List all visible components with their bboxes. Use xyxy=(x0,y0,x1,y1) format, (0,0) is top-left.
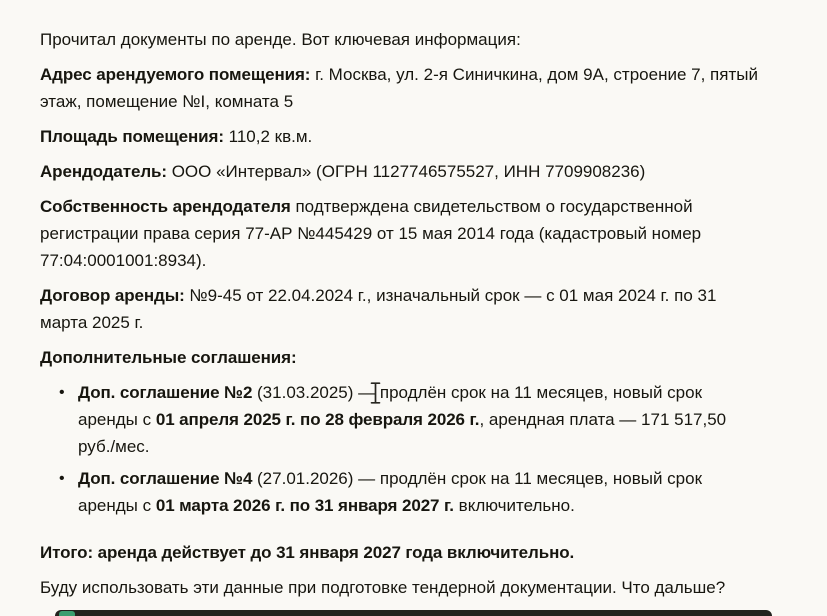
ownership-label: Собственность арендодателя xyxy=(40,197,291,216)
list-item xyxy=(40,379,762,460)
area-label: Площадь помещения: xyxy=(40,127,224,146)
total-paragraph xyxy=(40,539,762,566)
addendum-label: Доп. соглашение №4 xyxy=(78,469,253,488)
closing-paragraph xyxy=(40,574,762,601)
landlord-value: ООО «Интервал» (ОГРН 1127746575527, ИНН 7709908236) xyxy=(166,162,646,181)
intro-paragraph xyxy=(40,26,762,53)
bottom-panel-edge[interactable] xyxy=(55,610,772,616)
ownership-paragraph xyxy=(40,193,762,274)
addendum-text: включительно. xyxy=(453,496,575,515)
bottom-panel-accent-icon xyxy=(59,611,75,616)
area-value: 110,2 кв.м. xyxy=(223,127,313,146)
address-label: Адрес арендуемого помещения: xyxy=(40,65,311,84)
lease-paragraph xyxy=(40,282,762,336)
intro-text: Прочитал документы по аренде. Вот ключевая информация: xyxy=(40,30,521,49)
lease-label: Договор аренды: xyxy=(40,286,185,305)
addenda-list xyxy=(40,379,762,519)
closing-text: Буду использовать эти данные при подготовке тендерной документации. Что дальше? xyxy=(40,578,726,597)
addendum-text: , арендная плата — 171 517,50 руб./мес. xyxy=(78,410,727,456)
addenda-heading xyxy=(40,344,762,371)
landlord-paragraph xyxy=(40,158,762,185)
addenda-heading-text: Дополнительные соглашения: xyxy=(40,348,297,367)
list-item xyxy=(40,465,762,519)
lease-value: №9-45 от 22.04.2024 г., изначальный срок — с 01 мая 2024 г. по 31 марта 2025 г. xyxy=(40,286,717,332)
address-value: г. Москва, ул. 2-я Синичкина, дом 9А, строение 7, пятый этаж, помещение №I, комната 5 xyxy=(40,65,758,111)
address-paragraph xyxy=(40,61,762,115)
addendum-text: (31.03.2025) — продлён срок на 11 месяцев, новый срок аренды с xyxy=(78,383,703,429)
ownership-value: подтверждена свидетельством о государственной регистрации права серия 77-АР №445429 от 15 мая 2014 года (кадастровый номер 77:04:0001001:8934). xyxy=(40,197,702,270)
addendum-period: 01 марта 2026 г. по 31 января 2027 г. xyxy=(155,496,454,515)
landlord-label: Арендодатель: xyxy=(40,162,167,181)
total-text: Итого: аренда действует до 31 января 2027 года включительно. xyxy=(40,543,575,562)
addendum-text: (27.01.2026) — продлён срок на 11 месяцев, новый срок аренды с xyxy=(78,469,703,515)
addendum-label: Доп. соглашение №2 xyxy=(78,383,253,402)
addendum-period: 01 апреля 2025 г. по 28 февраля 2026 г. xyxy=(155,410,480,429)
area-paragraph xyxy=(40,123,762,150)
